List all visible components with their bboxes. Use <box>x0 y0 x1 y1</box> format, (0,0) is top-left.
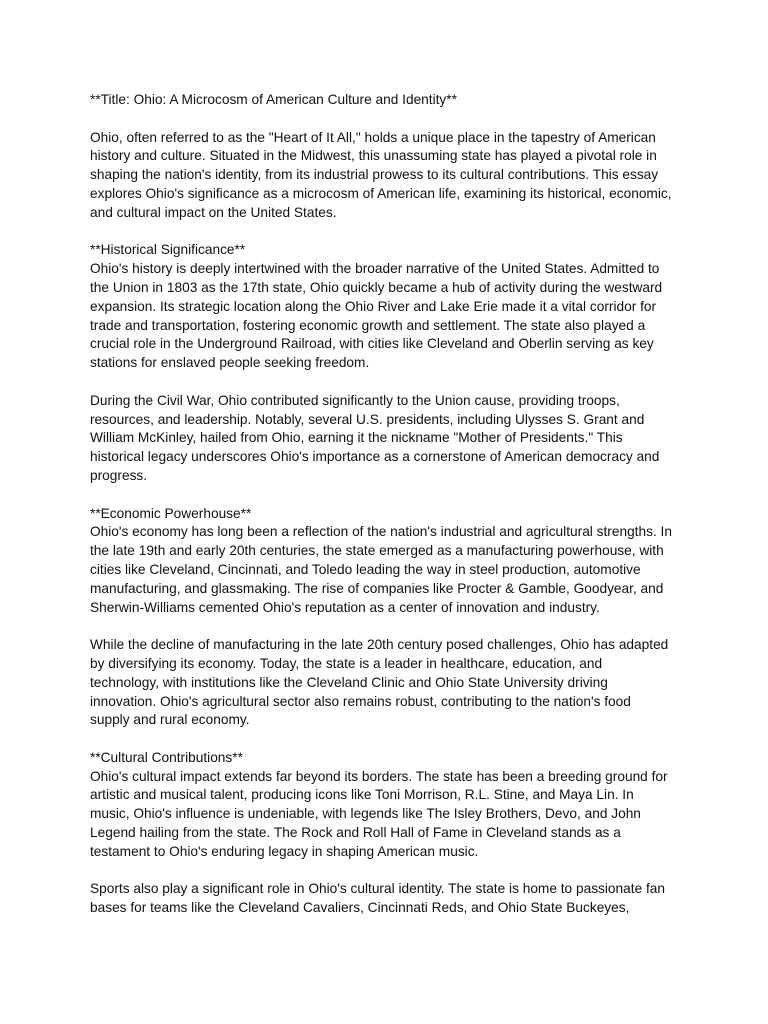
civil-war-paragraph <box>90 392 690 486</box>
text-line: history and culture. Situated in the Midwest, this unassuming state has played a pivotal role in <box>90 148 657 164</box>
economy-adaptation-paragraph <box>90 636 690 730</box>
text-line: Ohio, often referred to as the "Heart of It All," holds a unique place in the tapestry of American <box>90 129 656 145</box>
text-line: crucial role in the Underground Railroad, with cities like Cleveland and Oberlin serving as key <box>90 336 654 352</box>
text-line: historical legacy underscores Ohio's importance as a cornerstone of American democracy and <box>90 449 660 465</box>
document-page <box>90 91 690 937</box>
text-line: stations for enslaved people seeking freedom. <box>90 355 370 371</box>
text-line: artistic and musical talent, producing icons like Toni Morrison, R.L. Stine, and Maya Lin. In <box>90 787 634 803</box>
section-heading: **Economic Powerhouse** <box>90 505 252 521</box>
text-line: bases for teams like the Cleveland Cavaliers, Cincinnati Reds, and Ohio State Buckeyes, <box>90 900 630 916</box>
text-line: manufacturing, and glassmaking. The rise of companies like Procter & Gamble, Goodyear, and <box>90 580 664 596</box>
text-line: expansion. Its strategic location along the Ohio River and Lake Erie made it a vital corridor for <box>90 298 657 314</box>
text-line: technology, with institutions like the Cleveland Clinic and Ohio State University driving <box>90 674 608 690</box>
text-line: the Union in 1803 as the 17th state, Ohio quickly became a hub of activity during the westward <box>90 279 663 295</box>
text-line: resources, and leadership. Notably, several U.S. presidents, including Ulysses S. Grant and <box>90 411 645 427</box>
text-line: Sherwin-Williams cemented Ohio's reputation as a center of innovation and industry. <box>90 599 600 615</box>
text-line: William McKinley, hailed from Ohio, earning it the nickname "Mother of Presidents." This <box>90 430 623 446</box>
text-line: supply and rural economy. <box>90 712 250 728</box>
cultural-contributions-section <box>90 749 690 862</box>
text-line: shaping the nation's identity, from its industrial prowess to its cultural contributions. This essay <box>90 167 659 183</box>
text-line: cities like Cleveland, Cincinnati, and Toledo leading the way in steel production, automotive <box>90 561 641 577</box>
section-heading: **Cultural Contributions** <box>90 749 243 765</box>
text-line: explores Ohio's significance as a microcosm of American life, examining its historical, economic, <box>90 185 672 201</box>
text-line: During the Civil War, Ohio contributed significantly to the Union cause, providing troops, <box>90 392 620 408</box>
economic-powerhouse-section <box>90 505 690 618</box>
intro-paragraph <box>90 129 690 223</box>
text-line: trade and transportation, fostering economic growth and settlement. The state also played a <box>90 317 646 333</box>
text-line: by diversifying its economy. Today, the state is a leader in healthcare, education, and <box>90 655 603 671</box>
section-heading: **Historical Significance** <box>90 242 246 258</box>
text-line: progress. <box>90 467 148 483</box>
text-line: Ohio's cultural impact extends far beyond its borders. The state has been a breeding ground for <box>90 768 668 784</box>
title-line: **Title: Ohio: A Microcosm of American Culture and Identity** <box>90 92 457 107</box>
text-line: the late 19th and early 20th centuries, the state emerged as a manufacturing powerhouse, with <box>90 543 664 559</box>
document-title <box>90 91 690 110</box>
sports-paragraph <box>90 880 690 918</box>
text-line: Legend hailing from the state. The Rock and Roll Hall of Fame in Cleveland stands as a <box>90 825 621 841</box>
historical-significance-section <box>90 241 690 373</box>
text-line: music, Ohio's influence is undeniable, with legends like The Isley Brothers, Devo, and John <box>90 806 641 822</box>
text-line: and cultural impact on the United States. <box>90 204 337 220</box>
text-line: Ohio's history is deeply intertwined with the broader narrative of the United States. Admitted to <box>90 261 660 277</box>
text-line: While the decline of manufacturing in the late 20th century posed challenges, Ohio has adapted <box>90 637 669 653</box>
text-line: testament to Ohio's enduring legacy in shaping American music. <box>90 843 479 859</box>
text-line: innovation. Ohio's agricultural sector also remains robust, contributing to the nation's food <box>90 693 631 709</box>
text-line: Ohio's economy has long been a reflection of the nation's industrial and agricultural strengths. In <box>90 524 672 540</box>
text-line: Sports also play a significant role in Ohio's cultural identity. The state is home to passionate fan <box>90 881 666 897</box>
